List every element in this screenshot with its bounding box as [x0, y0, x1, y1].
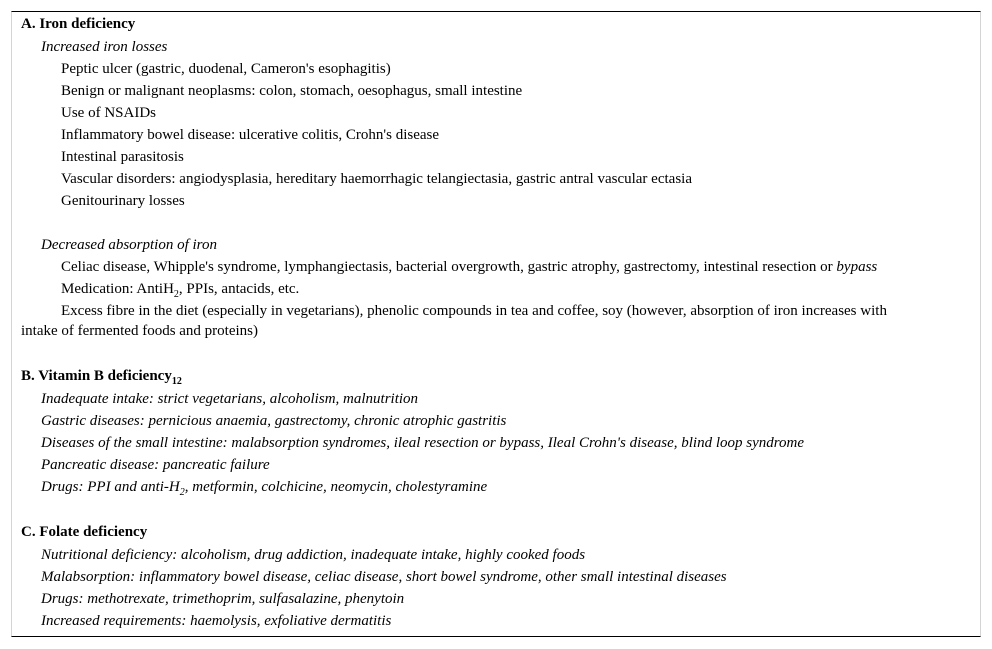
drugs-text: Drugs: PPI and anti-H — [41, 479, 180, 495]
section-a-absorption-heading: Decreased absorption of iron — [41, 237, 217, 253]
list-item: Pancreatic disease: pancreatic failure — [41, 457, 270, 473]
celiac-italic-text: bypass — [836, 259, 878, 275]
list-item — [61, 258, 877, 276]
section-a-title: A. Iron deficiency — [21, 16, 136, 32]
list-item: Excess fibre in the diet (especially in vegetarians), phenolic compounds in tea and coffee, soy (however, absorption of iron increases with — [61, 303, 887, 319]
list-item: Genitourinary losses — [61, 193, 185, 209]
medication-text-rest: , PPIs, antacids, etc. — [178, 281, 300, 297]
list-item: Benign or malignant neoplasms: colon, stomach, oesophagus, small intestine — [61, 83, 523, 99]
list-item: Drugs: methotrexate, trimethoprim, sulfasalazine, phenytoin — [41, 591, 405, 607]
list-item — [61, 280, 299, 298]
drugs-subscript: 2 — [179, 487, 185, 498]
list-item — [41, 478, 487, 496]
list-item-continuation: intake of fermented foods and proteins) — [21, 323, 259, 339]
list-item: Intestinal parasitosis — [61, 149, 184, 165]
list-item: Use of NSAIDs — [61, 105, 156, 121]
list-item: Inflammatory bowel disease: ulcerative colitis, Crohn's disease — [61, 127, 440, 143]
section-c-title: C. Folate deficiency — [21, 524, 148, 540]
list-item: Diseases of the small intestine: malabsorption syndromes, ileal resection or bypass, Ileal Crohn's disease, blind loop syndrome — [41, 435, 805, 451]
list-item: Malabsorption: inflammatory bowel disease, celiac disease, short bowel syndrome, other small intestinal diseases — [41, 569, 727, 585]
list-item: Vascular disorders: angiodysplasia, hereditary haemorrhagic telangiectasia, gastric antral vascular ectasia — [61, 171, 692, 187]
medication-text: Medication: AntiH — [61, 281, 174, 297]
drugs-text-rest: , metformin, colchicine, neomycin, cholestyramine — [184, 479, 488, 495]
list-item: Increased requirements: haemolysis, exfoliative dermatitis — [41, 613, 392, 629]
celiac-text: Celiac disease, Whipple's syndrome, lymphangiectasis, bacterial overgrowth, gastric atrophy, gastrectomy, intestinal resection or — [61, 259, 833, 275]
list-item: Gastric diseases: pernicious anaemia, gastrectomy, chronic atrophic gastritis — [41, 413, 507, 429]
list-item: Nutritional deficiency: alcoholism, drug addiction, inadequate intake, highly cooked foods — [41, 547, 586, 563]
medication-subscript: 2 — [173, 289, 179, 300]
list-item: Inadequate intake: strict vegetarians, alcoholism, malnutrition — [41, 391, 419, 407]
section-b-title-subscript: 12 — [171, 376, 182, 387]
section-a-losses-heading: Increased iron losses — [41, 39, 168, 55]
section-b-title — [21, 367, 182, 385]
list-item: Peptic ulcer (gastric, duodenal, Cameron's esophagitis) — [61, 61, 391, 77]
section-b-title-text: B. Vitamin B deficiency — [21, 368, 172, 384]
